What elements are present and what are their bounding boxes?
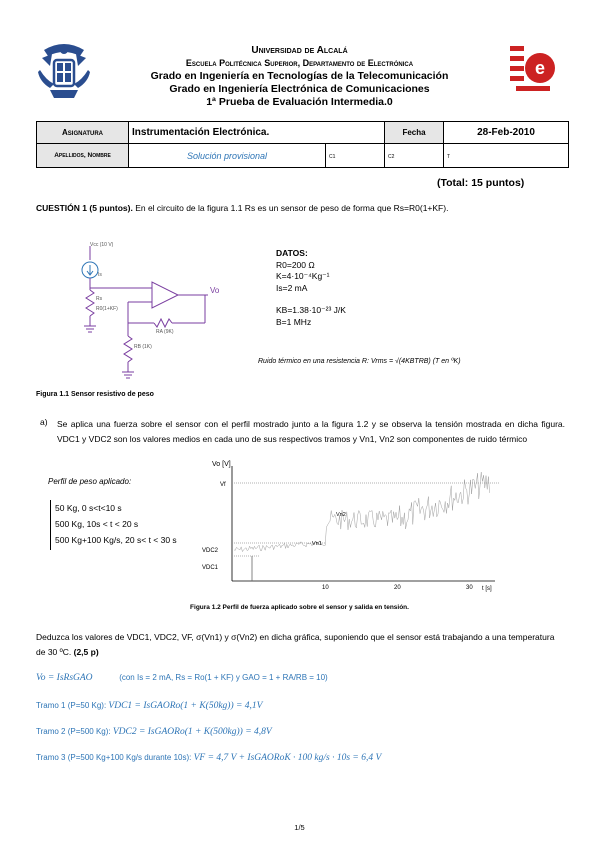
c2-cell: C2 <box>385 144 444 168</box>
tick-30: 30 <box>466 585 473 591</box>
solution-eq-1: Vo = IsRsGAO (con Is = 2 mA, Rs = Ro(1 + KF) y GAO = 1 + RA/RB = 10) <box>36 673 328 683</box>
solution-tramo-2: Tramo 2 (P=500 Kg): VDC2 = IsGAORo(1 + K(500kg)) = 4,8V <box>36 727 272 737</box>
vn1-label: Vn1 <box>312 541 322 547</box>
noise-formula: Ruido térmico en una resistencia R: Vrms = √(4KBTRB) (T en ºK) <box>258 358 461 365</box>
tick-10: 10 <box>322 585 329 591</box>
vdc1-label: VDC1 <box>202 565 219 571</box>
solution-tramo-1: Tramo 1 (P=50 Kg): VDC1 = IsGAORo(1 + K(50kg)) = 4,1V <box>36 701 263 711</box>
part-a-text: Se aplica una fuerza sobre el sensor con el perfil mostrado junto a la figura 1.2 y se observa la tensión mostrada en dicha figura. VDC1 y VDC2 son los valores medios en cada uno de sus respectivos tramos y Vn1, Vn2 son componentes de ruido térmico <box>57 419 565 444</box>
figure-2-caption: Figura 1.2 Perfil de fuerza aplicado sobre el sensor y salida en tensión. <box>190 604 409 611</box>
c1-cell: C1 <box>326 144 385 168</box>
total-points: (Total: 15 puntos) <box>437 177 525 189</box>
voltage-plot <box>200 458 510 593</box>
asignatura-value: Instrumentación Electrónica. <box>129 122 385 144</box>
t-cell: T <box>444 144 569 168</box>
apellidos-label: Apellidos, Nombre <box>37 144 129 168</box>
rb-label: RB (1K) <box>134 344 152 350</box>
exam-title: 1ª Prueba de Evaluación Intermedia.0 <box>206 96 393 108</box>
part-a-letter: a) <box>40 417 48 427</box>
page-number: 1/5 <box>294 823 305 832</box>
vcc-label: Vcc (10 V) <box>90 242 114 248</box>
degree-line-1: Grado en Ingeniería en Tecnologías de la Telecomunicación <box>150 70 449 82</box>
rs-label: Rs <box>96 296 103 302</box>
plot-ylabel: Vo [V] <box>212 461 231 468</box>
vn2-label: Vn2 <box>336 512 346 518</box>
figure-1-caption: Figura 1.1 Sensor resistivo de peso <box>36 391 154 398</box>
degree-line-2: Grado en Ingeniería Electrónica de Comunicaciones <box>169 83 430 95</box>
asignatura-label: Asignatura <box>37 122 129 144</box>
vf-label: Vf <box>220 482 226 488</box>
fecha-value: 28-Feb-2010 <box>444 122 569 144</box>
datos-block: DATOS: R0=200 Ω K=4·10⁻⁴Kg⁻¹ Is=2 mA KB=1.38·10⁻²³ J/K B=1 MHz <box>276 248 346 327</box>
plot-xlabel: t [s] <box>482 586 492 592</box>
rs-expression: R0(1+KF) <box>96 306 118 312</box>
voltage-trace <box>234 472 490 552</box>
solution-tramo-3: Tramo 3 (P=500 Kg+100 Kg/s durante 10s): VF = 4,7 V + IsGAORoK · 100 kg/s · 10s = 6,4 V <box>36 753 382 763</box>
circuit-diagram <box>60 238 240 383</box>
university-name: Universidad de Alcalá <box>251 45 348 56</box>
profile-list: 50 Kg, 0 s<t<10 s 500 Kg, 10s < t < 20 s 500 Kg+100 Kg/s, 20 s< t < 30 s <box>50 500 177 550</box>
vo-label: Vo <box>210 286 220 295</box>
school-name: Escuela Politécnica Superior, Departamento de Electrónica <box>185 58 414 68</box>
fecha-label: Fecha <box>385 122 444 144</box>
svg-text:e: e <box>534 58 546 78</box>
apellidos-value: Solución provisional <box>129 144 326 168</box>
is-label: Is <box>98 272 102 278</box>
deduce-text: Deduzca los valores de VDC1, VDC2, VF, σ(Vn1) y σ(Vn2) en dicha gráfica, suponiendo que el sensor está trabajando a una temperatura de 30 ºC. (2,5 p) <box>36 632 555 657</box>
question-1: CUESTIÓN 1 (5 puntos). En el circuito de la figura 1.1 Rs es un sensor de peso de forma que Rs=R0(1+KF). <box>36 203 449 213</box>
tick-20: 20 <box>394 585 401 591</box>
ra-label: RA (9K) <box>156 329 174 335</box>
profile-title: Perfil de peso aplicado: <box>48 477 132 486</box>
vdc2-label: VDC2 <box>202 548 219 554</box>
exam-info-table <box>36 121 569 168</box>
